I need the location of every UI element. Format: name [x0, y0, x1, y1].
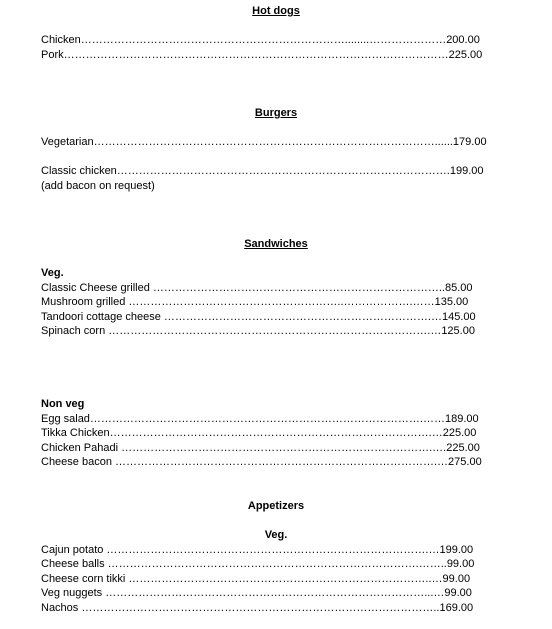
menu-item-cheese-corn-tikki: Cheese corn tikki ………………………………………………………………………..…99.00 — [41, 573, 471, 585]
menu-item-classic-chicken-burger: Classic chicken……………………………………………………………………………….199.00 — [41, 165, 484, 177]
menu-item-cheese-bacon: Cheese bacon …………………………………………………………………………….…275.00 — [41, 456, 482, 468]
burger-note: (add bacon on request) — [41, 180, 155, 192]
section-title-appetizers: Appetizers — [247, 500, 305, 512]
menu-item-spinach-corn: Spinach corn …………………………………………………………………………….…125.00 — [41, 325, 475, 337]
menu-item-veg-nuggets: Veg nuggets ……………………………………………………………………………...…99.00 — [41, 587, 472, 599]
section-title-sandwiches: Sandwiches — [244, 238, 308, 250]
menu-item-classic-cheese-grilled: Classic Cheese grilled ……………………………………………………………………..85.00 — [41, 282, 473, 294]
menu-item-chicken-hotdog: Chicken………………………………………………………………........…………………200.00 — [41, 34, 480, 46]
menu-item-vegetarian-burger: Vegetarian…………………………………………………………………………………......179.00 — [41, 136, 487, 148]
sandwiches-veg-label: Veg. — [41, 267, 64, 279]
sandwiches-nonveg-label: Non veg — [41, 398, 85, 410]
menu-item-egg-salad: Egg salad……………………………………………………………………………….……189.00 — [41, 413, 479, 425]
menu-item-nachos: Nachos ……………………………………………………………………………………..169.00 — [41, 602, 474, 614]
menu-item-cajun-potato: Cajun potato …………………………………………………………………………….…199.00 — [41, 544, 474, 556]
section-title-burgers: Burgers — [254, 107, 298, 119]
appetizers-veg-label: Veg. — [264, 529, 288, 541]
menu-item-tandoori-cottage-cheese: Tandoori cottage cheese ……………………………………………………………….…145.00 — [41, 311, 476, 323]
menu-item-mushroom-grilled: Mushroom grilled …………………………………………………..……………….……135.00 — [41, 296, 469, 308]
menu-item-tikka-chicken: Tikka Chicken…………………………………………………………………………….…225.00 — [41, 427, 477, 439]
section-title-hot-dogs: Hot dogs — [252, 5, 300, 17]
menu-item-cheese-balls: Cheese balls ………………………………………………………………………….……..99.00 — [41, 558, 475, 570]
menu-item-pork-hotdog: Pork……………………………………………………………………………………………225.00 — [41, 49, 483, 61]
menu-item-chicken-pahadi: Chicken Pahadi ………………………………………………………………………….….225.00 — [41, 442, 480, 454]
